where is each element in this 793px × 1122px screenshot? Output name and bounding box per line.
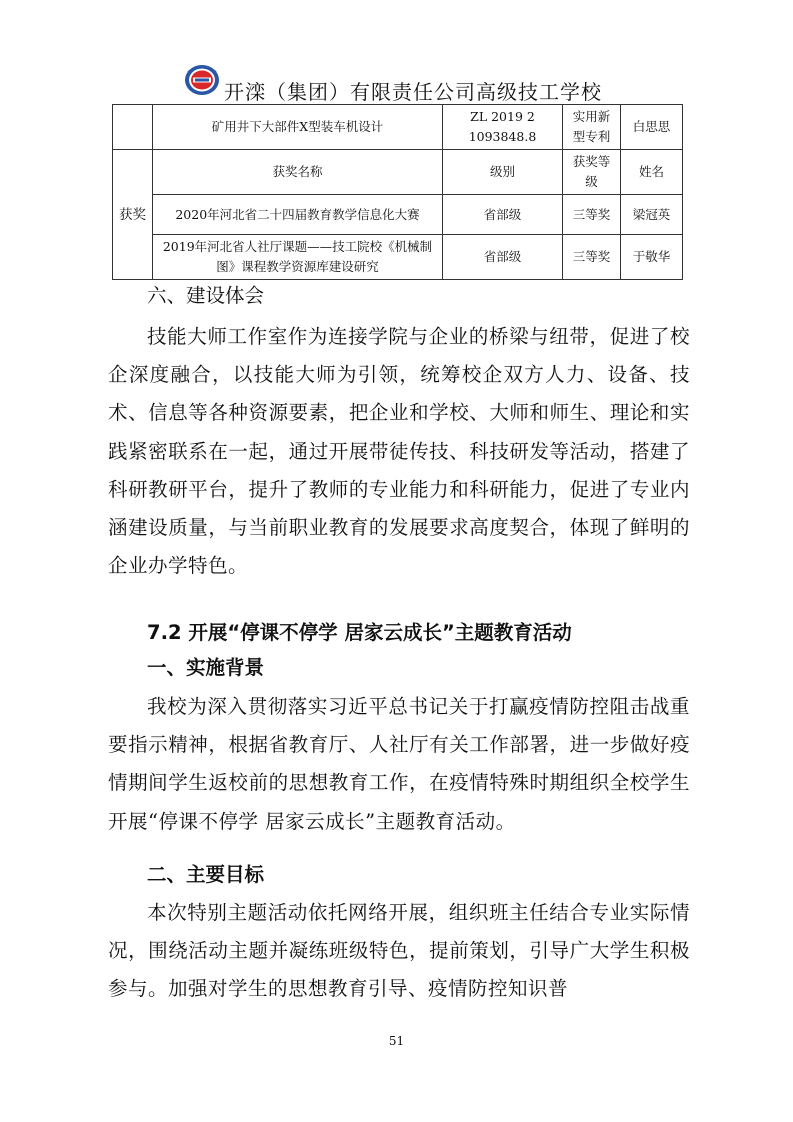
award-level-header: 级别 bbox=[443, 150, 563, 195]
page-header bbox=[112, 62, 682, 105]
award-person-header: 姓名 bbox=[621, 150, 683, 195]
school-name-header: 开滦（集团）有限责任公司高级技工学校 bbox=[224, 80, 602, 104]
award-name-header: 获奖名称 bbox=[153, 150, 443, 195]
award-grade-cell: 三等奖 bbox=[563, 235, 621, 280]
section-six-heading: 六、建设体会 bbox=[147, 284, 265, 307]
award-grade-cell: 三等奖 bbox=[563, 195, 621, 235]
table-row bbox=[113, 195, 683, 235]
patent-person-cell: 白思思 bbox=[621, 105, 683, 150]
award-person-cell: 于敬华 bbox=[621, 235, 683, 280]
school-logo-icon bbox=[184, 64, 220, 96]
table-row-award-header bbox=[113, 150, 683, 195]
award-level-cell: 省部级 bbox=[443, 195, 563, 235]
table-cell-empty bbox=[113, 105, 153, 150]
patent-type-cell: 实用新型专利 bbox=[563, 105, 621, 150]
awards-table bbox=[112, 104, 683, 280]
patent-name-cell: 矿用井下大部件X型装车机设计 bbox=[153, 105, 443, 150]
page-number: 51 bbox=[388, 1034, 405, 1048]
award-level-cell: 省部级 bbox=[443, 235, 563, 280]
section-six-paragraph: 技能大师工作室作为连接学院与企业的桥梁与纽带，促进了校企深度融合，以技能大师为引领，统筹校企双方人力、设备、技术、信息等各种资源要素，把企业和学校、大师和师生、理论和实践紧密联系在一起，通过开展带徒传技、科技研发等活动，搭建了科研教研平台，提升了教师的专业能力和科研能力，促进了专业内涵建设质量，与当前职业教育的发展要求高度契合，体现了鲜明的企业办学特色。 bbox=[108, 325, 690, 578]
objectives-heading: 二、主要目标 bbox=[147, 863, 265, 886]
table-row-patent bbox=[113, 105, 683, 150]
award-name-cell: 2020年河北省二十四届教育教学信息化大赛 bbox=[153, 195, 443, 235]
section-7-2-heading: 7.2 开展“停课不停学 居家云成长”主题教育活动 bbox=[147, 621, 572, 644]
table-row bbox=[113, 235, 683, 280]
award-person-cell: 梁冠英 bbox=[621, 195, 683, 235]
award-name-cell: 2019年河北省人社厅课题——技工院校《机械制图》课程教学资源库建设研究 bbox=[153, 235, 443, 280]
patent-number-cell: ZL 2019 2 1093848.8 bbox=[443, 105, 563, 150]
objectives-paragraph: 本次特别主题活动依托网络开展，组织班主任结合专业实际情况，围绕活动主题并凝练班级特色，提前策划，引导广大学生积极参与。加强对学生的思想教育引导、疫情防控知识普 bbox=[108, 901, 690, 1001]
background-heading: 一、实施背景 bbox=[147, 656, 265, 679]
awards-label-cell: 获奖 bbox=[113, 150, 153, 280]
background-paragraph: 我校为深入贯彻落实习近平总书记关于打赢疫情防控阻击战重要指示精神，根据省教育厅、人社厅有关工作部署，进一步做好疫情期间学生返校前的思想教育工作，在疫情特殊时期组织全校学生开展“停课不停学 居家云成长”主题教育活动。 bbox=[108, 695, 690, 833]
award-grade-header: 获奖等级 bbox=[563, 150, 621, 195]
